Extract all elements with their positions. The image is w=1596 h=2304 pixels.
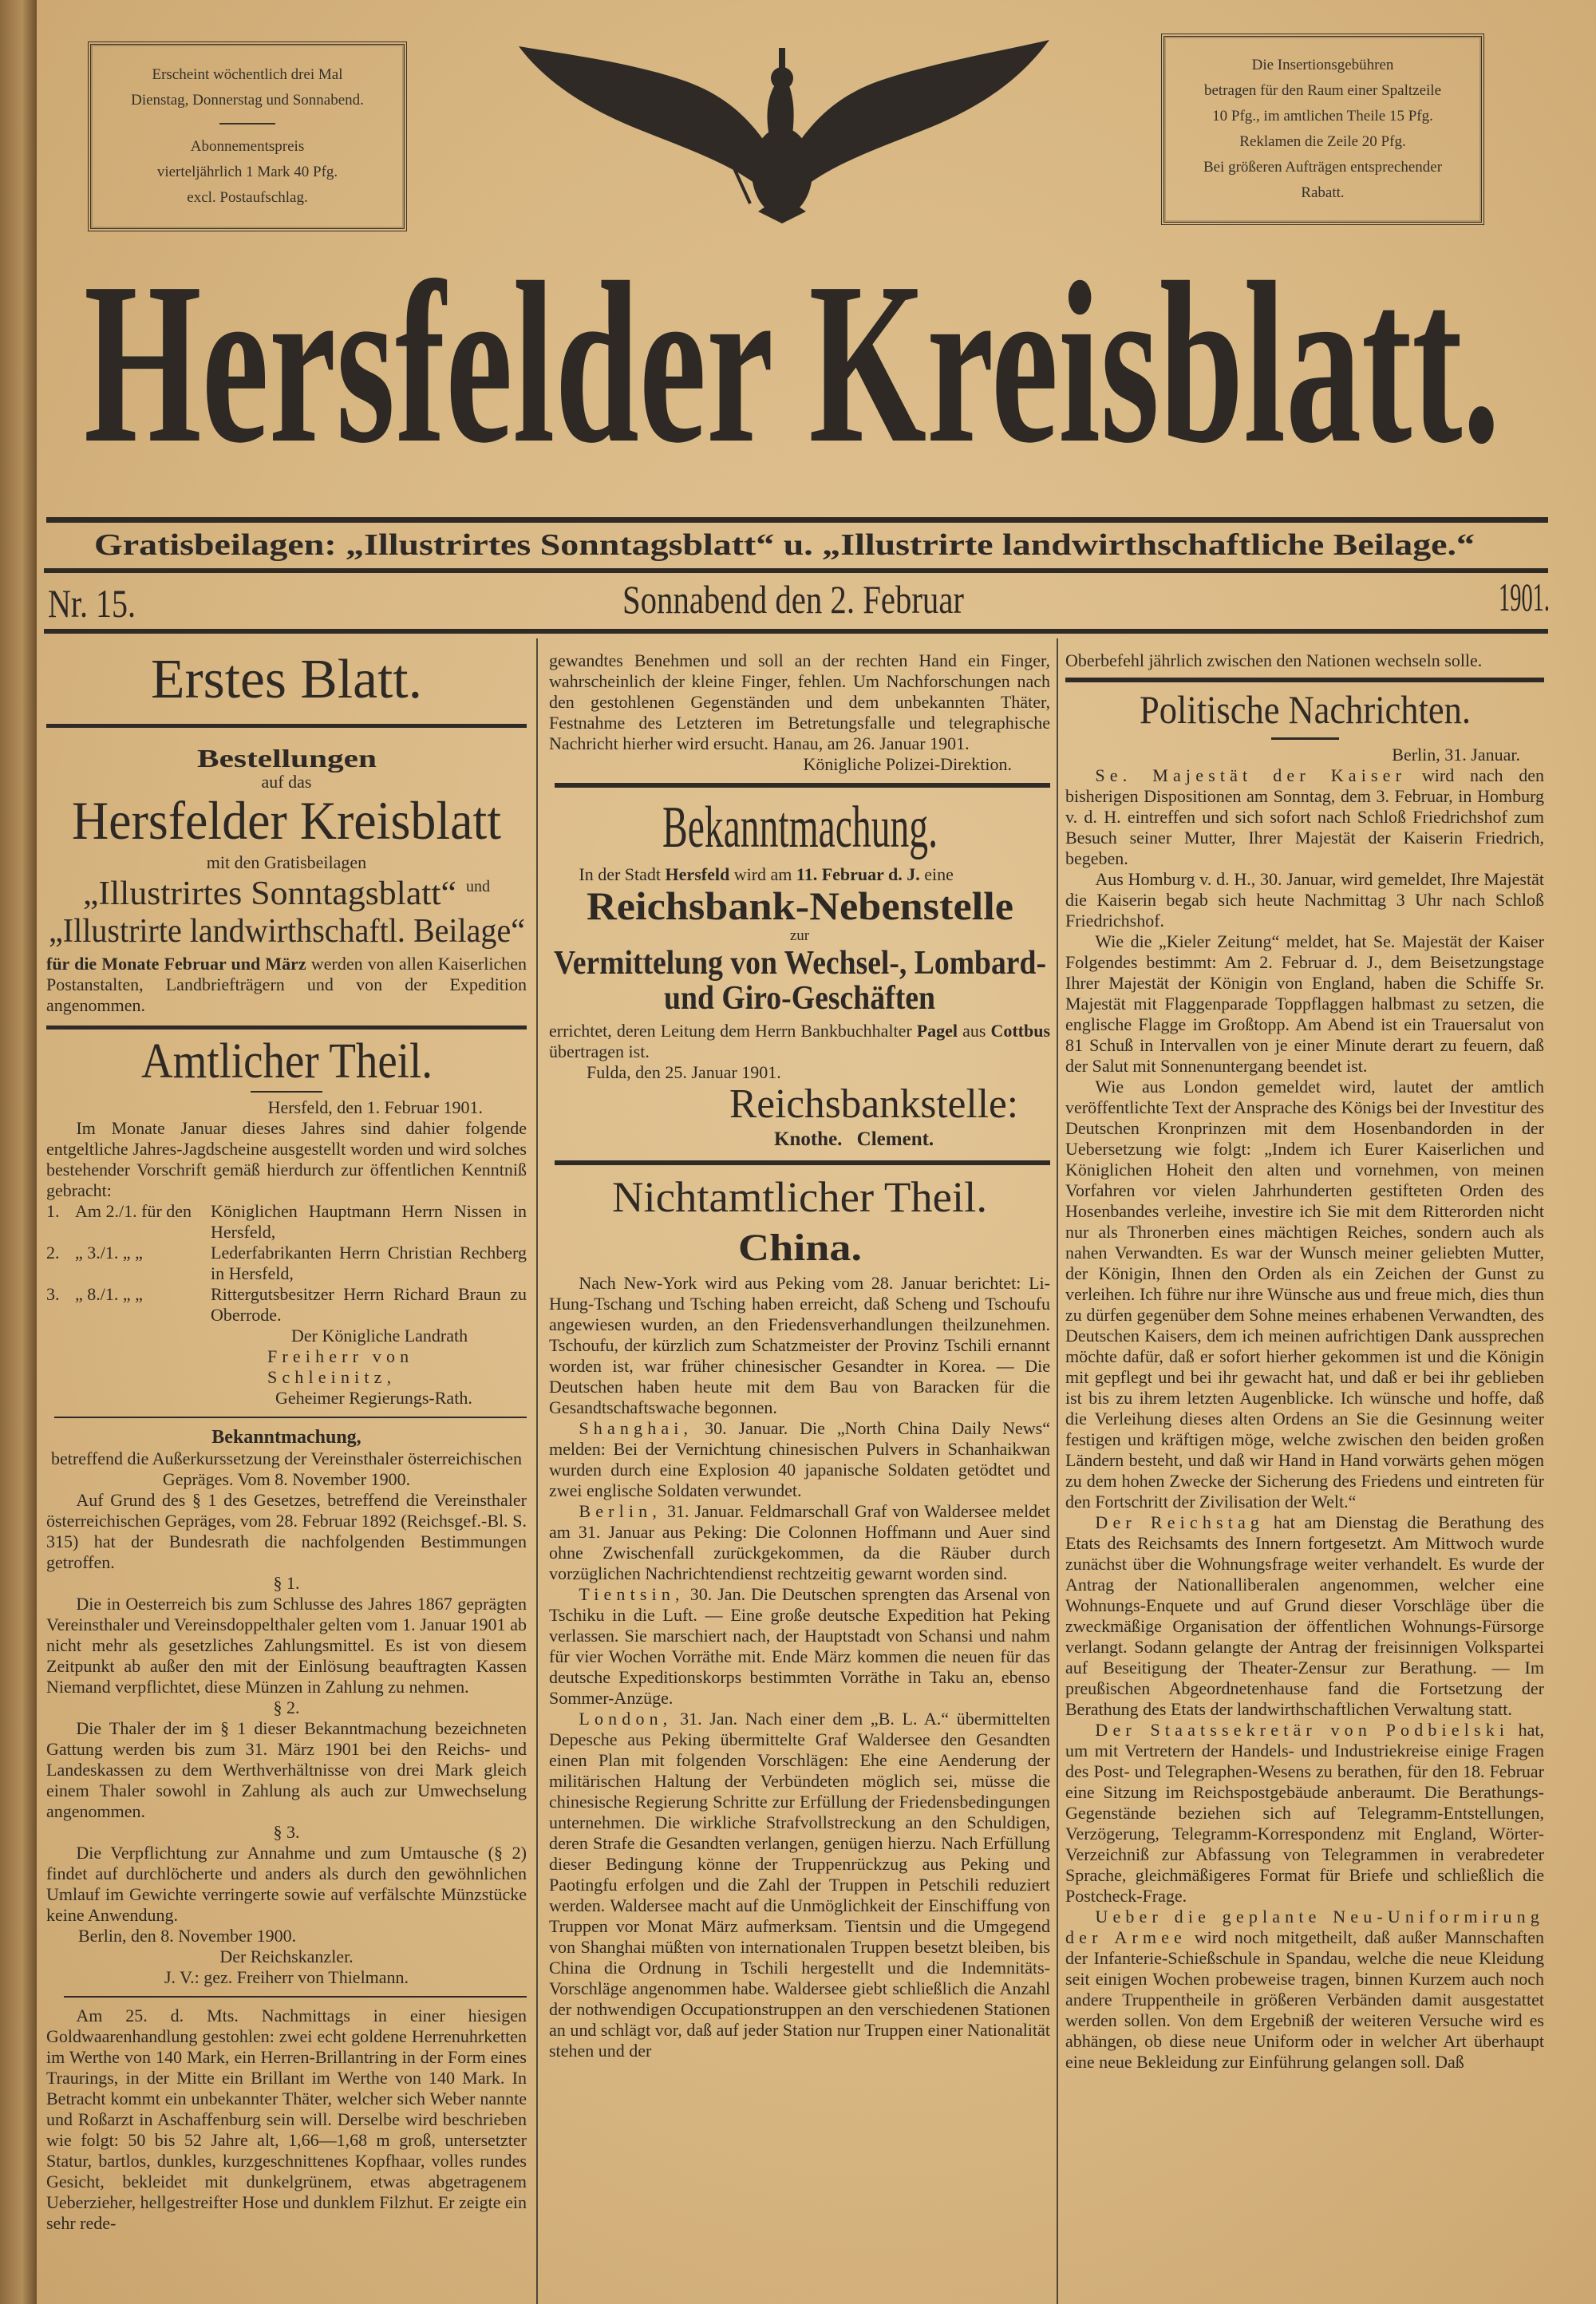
section-heading-amtlicher-theil: Amtlicher Theil. bbox=[140, 1033, 433, 1089]
price-value: vierteljährlich 1 Mark 40 Pfg. bbox=[156, 164, 338, 180]
advertising-rates-box bbox=[1161, 34, 1484, 225]
article-paragraph: Aus Homburg v. d. H., 30. Januar, wird gemeldet, Ihre Majestät die Kaiserin begab sich heute Nachmittag 3 Uhr nach Schloß Friedrichshof. bbox=[1065, 868, 1544, 931]
rule bbox=[64, 1996, 527, 1998]
notice-title: Bekanntmachung, bbox=[211, 1426, 361, 1448]
list-item bbox=[46, 1201, 527, 1243]
section-heading-politische-nachrichten: Politische Nachrichten. bbox=[1139, 687, 1471, 732]
section-number: § 1. bbox=[273, 1572, 300, 1593]
publication-days: Dienstag, Donnerstag und Sonnabend. bbox=[131, 92, 364, 109]
rates-line: betragen für den Raum einer Spaltzeile bbox=[1203, 82, 1441, 99]
publication-schedule: Erscheint wöchentlich drei Mal bbox=[152, 66, 343, 83]
order-heading: Bestellungen bbox=[196, 743, 377, 773]
list-item bbox=[46, 1284, 527, 1326]
ad-purpose: Vermittelung von Wechsel-, Lombard- bbox=[553, 945, 1046, 982]
ad-text: zur bbox=[789, 927, 810, 945]
signature: Geheimer Regierungs-Rath. bbox=[275, 1387, 472, 1408]
article-paragraph: Die Verpflichtung zur Annahme und zum Umtausche (§ 2) findet auf durchlöcherte und anders als durch den gewöhnlichen Umlauf im Gewichte verringerte sowie auf verfälschte Münzstücke keine Anwendung. bbox=[46, 1842, 527, 1925]
rates-line: Rabatt. bbox=[1301, 184, 1345, 201]
divider bbox=[219, 123, 275, 124]
rule bbox=[251, 1091, 322, 1093]
article-paragraph: Wie aus London gemeldet wird, lautet der amtlich veröffentlichte Text der Ansprache des Königs bei der Investitur des Deutschen Kronprinzen mit dem Hosenbandorden in der Uebersetzung wie folgt: „Indem ich Eurer Kaiserlichen und Königlichen Hoheit den alten und vornehmen, von meinen Vorfahren vor vielen Jahrhunderten gestifteten Orden des Hosenbandes verleihe, investire ich Sie mit dem Ritterorden nicht nur als Thronerben eines mächtigen Reiches, sondern auch als nahen Verwandten. Es war der Wunsch meiner geliebten Mutter, der Königin, Ihnen den Orden als ein Zeichen der Gunst zu verleihen. Ich führe nur ihre Wünsche aus und freue mich, dies thun zu dürfen gegenüber dem Sohne meines erhabenen Verwandten, des Deutschen Kaisers, dem ich meinen aufrichtigen Dank aussprechen möchte dafür, daß er sofort hierher gekommen ist und die Königin mit gepflegt und bei ihr gewacht hat, und daß er bei ihr geblieben ist bis zu ihrem letzten Augenblicke. Ich wünsche und hoffe, daß die Verleihung dieses alten Ordens an Sie die Gesinnung weiter festigen und kräftigen möge, welche zwischen den beiden großen Ländern besteht, und daß wir Hand in Hand vorwärts gehen mögen zu dem hohen Zwecke der Sicherung des Friedens und eintreten für den Fortschritt der Zivilisation der Welt.“ bbox=[1065, 1076, 1544, 1512]
article-paragraph: Oberbefehl jährlich zwischen den Nationen wechseln solle. bbox=[1065, 650, 1483, 670]
supplements-line: Gratisbeilagen: „Illustrirtes Sonntagsblatt“ u. „Illustrirte landwirthschaftliche Beilage.“ bbox=[94, 528, 1475, 562]
article-paragraph: Shanghai, 30. Januar. Die „North China Daily News“ melden: Bei der Vernichtung chinesischen Pulvers in Schanhaikwan wurden durch eine Explosion 40 japanische Soldaten getödtet und zwei englische Soldaten verwundet. bbox=[549, 1418, 1050, 1501]
item-name: Rittergutsbesitzer Herrn Richard Braun zu Oberrode. bbox=[211, 1283, 527, 1325]
article-paragraph: Auf Grund des § 1 des Gesetzes, betreffend die Vereinsthaler österreichischen Gepräges, vom 28. Februar 1892 (Reichsgef.-Bl. S. 315) hat der Bundesrath die nachfolgenden Bestimmungen getroffen. bbox=[46, 1489, 527, 1572]
section-number: § 2. bbox=[273, 1697, 300, 1717]
rates-line: Bei größeren Aufträgen entsprechender bbox=[1203, 159, 1443, 176]
price-note: excl. Postaufschlag. bbox=[187, 189, 308, 206]
article-paragraph: Der Reichstag hat am Dienstag die Berathung des Etats des Reichsamts des Innern fortgesetzt. Am Mittwoch wurde zunächst über die Wohnungsfrage weiter verhandelt. Es wurde der Antrag der Nationalliberalen angenommen, welcher eine Wohnungs-Enquete und auf Grund dieser Vorschläge über die zweckmäßige Organisation der öffentlichen Wohnungs-Fürsorge verlangt. Sodann gelangte der Antrag der freisinnigen Volkspartei auf Beseitigung der Theater-Zensur zur Berathung. — Im preußischen Abgeordnetenhause fand die Fortsetzung der Berathung des Etats der landwirthschaftlichen Verwaltung statt. bbox=[1065, 1512, 1544, 1719]
rule bbox=[555, 1160, 1050, 1165]
rule bbox=[44, 568, 1548, 573]
order-details: für die Monate Februar und März werden von allen Kaiserlichen Postanstalten, Landbriefträgern und von der Expedition angenommen. bbox=[46, 953, 527, 1015]
ad-office: Reichsbankstelle: bbox=[729, 1081, 1018, 1128]
article-paragraph: London, 31. Jan. Nach einer dem „B. L. A.“ übermittelten Depesche aus Peking übermittelte Graf Waldersee den Gesandten einen Plan mit folgenden Vorschlägen: Ehe eine Aenderung der militärischen Haltung der Verbündeten möglich sei, müsse die chinesische Regierung Schritte zur Erfüllung der Friedensbedingungen unternehmen. Die wirkliche Strafvollstreckung an den Schuldigen, deren Strafe die Gesandten verlangen, genügen hierzu. Nach Erfüllung dieser Bedingung könne der Truppenrückzug aus Peking und Paotingfu erfolgen und die Zahl der Truppen in Petschili reduziert werden. Waldersee macht auf die Unmöglichkeit der Einschiffung von Truppen vor Monat März aufmerksam. Tientsin und die Umgegend von Shanghai müßten von internationalen Truppen besetzt bleiben, bis China die Ordnung in Tschili hergestellt und die Indemnitäts-Vorschläge angenommen habe. Waldersee giebt schließlich die Anzahl der nothwendigen Occupationstruppen an den verschiedenen Stationen an und schlägt vor, daß auf jeder Station nur Truppen einer Nationalität stehen und der bbox=[549, 1709, 1050, 2061]
order-text: auf das bbox=[261, 772, 312, 792]
signature: Der Königliche Landrath bbox=[291, 1325, 468, 1346]
rates-line: 10 Pfg., im amtlichen Theile 15 Pfg. bbox=[1212, 108, 1433, 124]
rule bbox=[44, 629, 1548, 634]
rates-line: Reklamen die Zeile 20 Pfg. bbox=[1239, 133, 1406, 150]
adjacent-page-edge bbox=[0, 0, 37, 2304]
item-date: „ 8./1. „ „ bbox=[75, 1283, 143, 1304]
article-paragraph: Ueber die geplante Neu-Uniformirung der Armee wird noch mitgetheilt, daß außer Mannschaften der Infanterie-Schießschule in Spandau, welche die neue Kleidung seit einigen Wochen probeweise tragen, binnen Kurzem auch noch andere Truppentheile in größeren Verbänden damit ausgestattet werden sollen. Von dem Ergebniß der weiteren Versuche wird es abhängen, ob diese neue Uniform oder in welcher Art überhaupt eine neue Bekleidung zur Einführung gelangen soll. Daß bbox=[1065, 1906, 1544, 2072]
column-divider bbox=[536, 638, 538, 2304]
signature: Freiherr von Schleinitz, bbox=[267, 1346, 414, 1387]
item-name: Lederfabrikanten Herrn Christian Rechberg in Hersfeld, bbox=[211, 1242, 527, 1283]
notice-subtitle: betreffend die Außerkurssetzung der Vereinsthaler österreichischen Gepräges. Vom 8. November 1900. bbox=[51, 1448, 522, 1489]
section-heading-erstes-blatt: Erstes Blatt. bbox=[151, 649, 422, 710]
dateline: Berlin, 31. Januar. bbox=[1392, 744, 1520, 765]
rule bbox=[555, 783, 1050, 788]
issue-number: Nr. 15. bbox=[48, 581, 136, 626]
section-heading-nichtamtlicher-theil: Nichtamtlicher Theil. bbox=[612, 1172, 987, 1221]
article-paragraph: Wie die „Kieler Zeitung“ meldet, hat Se. Majestät der Kaiser Folgendes bestimmt: Am 2. Februar d. J., dem Beisetzungstage Ihrer Majestät der Königin von England, haben die Schiffe Sr. Majestät mit Flaggenparade Toppflaggen halbmast zu setzen, die englische Flagge im Großtopp. Am Abend ist ein Trauersalut von 81 Schuß in Intervallen von je einer Minute derart zu feuern, daß der Salut mit Sonnenuntergang beendet ist. bbox=[1065, 931, 1544, 1076]
rule bbox=[1065, 678, 1544, 682]
article-paragraph: Die in Oesterreich bis zum Schlusse des Jahres 1867 geprägten Vereinsthaler und Vereinsdoppelthaler gelten vom 1. Januar 1901 ab nicht mehr als gesetzliches Zahlungsmittel. Es ist von diesem Zeitpunkt ab außer den mit der Einlösung beauftragten Kassen Niemand verpflichtet, diese Münzen in Zahlung zu nehmen. bbox=[46, 1593, 527, 1697]
order-text: mit den Gratisbeilagen bbox=[206, 852, 367, 873]
article-paragraph: Der Staatssekretär von Podbielski hat, um mit Vertretern der Handels- und Industriekreise einige Fragen des Post- und Telegraphen-Wesens zu berathen, für den 18. Februar eine Sitzung im Reichspostgebäude anberaumt. Die Berathungs-Gegenstände beziehen sich auf Telegramm-Entstellungen, Verzögerung, Telegramm-Korrespondenz mit England, Wörter-Verzeichniß zur Abfassung von Telegrammen in verabredeter Sprache, gleichmäßigeres Format für Briefe und schließlich die Postcheck-Frage. bbox=[1065, 1719, 1544, 1906]
rates-heading: Die Insertionsgebühren bbox=[1251, 57, 1394, 73]
article-paragraph: Am 25. d. Mts. Nachmittags in einer hiesigen Goldwaarenhandlung gestohlen: zwei echt goldene Herrenuhrketten im Werthe von 140 Mark, ein Herren-Brillantring in der Form eines Traurings, in der Mitte ein Brillant im Werthe von 140 Mark. In Betracht kommt ein unbekannter Thäter, welcher sich Weber nannte und Roßarzt in Aschaffenburg sein will. Derselbe wird beschrieben wie folgt: 50 bis 52 Jahre alt, 1,66—1,68 m groß, untersetzter Statur, bartlos, dunkles, kurzgeschnittenes Kopfhaar, volles rundes Gesicht, bekleidet mit dunkelgrünem, etwas abgetragenem Ueberzieher, hellgestreifter Hose und dunklem Filzhut. Er zeigte ein sehr rede- bbox=[46, 2005, 527, 2233]
rule bbox=[54, 1417, 527, 1418]
issue-year: 1901. bbox=[1499, 575, 1550, 619]
supplement-row bbox=[46, 876, 527, 911]
item-date: „ 3./1. „ „ bbox=[75, 1242, 143, 1263]
signature: Der Reichskanzler. bbox=[219, 1946, 354, 1966]
subscription-info-box bbox=[88, 41, 407, 231]
newspaper-title: Hersfelder Kreisblatt. bbox=[84, 235, 1500, 491]
order-text: und bbox=[466, 878, 490, 896]
issue-date: Sonnabend den 2. Februar bbox=[622, 577, 964, 622]
signature: Königliche Polizei-Direktion. bbox=[803, 754, 1012, 774]
dateline: Fulda, den 25. Januar 1901. bbox=[587, 1062, 781, 1083]
hunting-license-list bbox=[46, 1201, 527, 1326]
order-paper-name: Hersfelder Kreisblatt bbox=[72, 790, 501, 852]
column-3 bbox=[1065, 650, 1544, 2073]
article-heading-china: China. bbox=[737, 1226, 862, 1269]
item-number: 3. bbox=[46, 1283, 60, 1304]
column-1 bbox=[46, 650, 527, 2234]
list-item bbox=[46, 1243, 527, 1284]
article-paragraph: Berlin, 31. Januar. Feldmarschall Graf von Waldersee meldet am 31. Januar aus Peking: Die Colonnen Hoffmann und Auer sind ohne Zwischenfall zurückgekommen, da die Räuber durch vorzüglichen Nachrichtendienst rechtzeitig gewarnt worden sind. bbox=[549, 1501, 1050, 1584]
article-paragraph: Se. Majestät der Kaiser wird nach den bisherigen Dispositionen am Sonntag, dem 3. Februar, in Homburg v. d. H. eintreffen und sich sofort nach Schloß Friedrichshof zum Besuch seiner Mutter, Ihrer Majestät der Kaiserin Friedrich, begeben. bbox=[1065, 765, 1544, 868]
supplement-name: „Illustrirtes Sonntagsblatt“ bbox=[83, 875, 456, 913]
rule bbox=[46, 724, 527, 728]
signature: Knothe. Clement. bbox=[774, 1128, 934, 1150]
item-number: 1. bbox=[46, 1200, 60, 1221]
article-paragraph: Die Thaler der im § 1 dieser Bekanntmachung bezeichneten Gattung werden bis zum 31. März 1901 bei den Reichs- und Landeskassen zu dem Werthverhältnisse von drei Mark gleich einem Thaler sowohl in Zahlung als auch zur Umwechselung angenommen. bbox=[46, 1717, 527, 1821]
rule bbox=[1271, 737, 1339, 740]
article-paragraph: Im Monate Januar dieses Jahres sind dahier folgende entgeltliche Jahres-Jagdscheine ausgestellt worden und wird solches bestehender Vorschrift gemäß hierdurch zur öffentlichen Kenntniß gebracht: bbox=[46, 1117, 527, 1200]
item-date: Am 2./1. für den bbox=[75, 1200, 192, 1221]
column-2 bbox=[549, 650, 1050, 2061]
article-paragraph: Tientsin, 30. Jan. Die Deutschen sprengten das Arsenal von Tschiku in die Luft. — Eine große deutsche Expedition hat Peking verlassen. Sie marschiert nach, der Hauptstadt von Schansi und nahm für vier Wochen Vorräthe mit. Ende März kommen die neuen für das deutsche Expeditionskorps bestimmten Vorräthe in Taku an, ebenso Sommer-Anzüge. bbox=[549, 1584, 1050, 1709]
item-number: 2. bbox=[46, 1242, 60, 1263]
item-name: Königlichen Hauptmann Herrn Nissen in Hersfeld, bbox=[211, 1200, 527, 1242]
price-label: Abonnementspreis bbox=[190, 138, 305, 155]
ad-text: errichtet, deren Leitung dem Herrn Bankbuchhalter Pagel aus Cottbus übertragen ist. bbox=[549, 1021, 1051, 1062]
dateline: Hersfeld, den 1. Februar 1901. bbox=[267, 1097, 483, 1117]
dateline: Berlin, den 8. November 1900. bbox=[78, 1925, 297, 1946]
article-paragraph: gewandtes Benehmen und soll an der rechten Hand ein Finger, wahrscheinlich der kleine Finger, fehlen. Um Nachforschungen nach den gestohlenen Gegenständen und dem unbekannten Thäter, Festnahme des Letzteren im Betretungsfalle und telegraphische Nachricht hierher wird ersucht. Hanau, am 26. Januar 1901. bbox=[549, 650, 1050, 753]
supplement-name: „Illustrirte landwirthschaftl. Beilage“ bbox=[48, 912, 525, 950]
ad-text: In der Stadt Hersfeld wird am 11. Februar d. J. eine bbox=[579, 864, 954, 884]
signature: J. V.: gez. Freiherr von Thielmann. bbox=[164, 1966, 409, 1987]
eagle-icon bbox=[511, 40, 1053, 223]
ad-heading: Bekanntmachung. bbox=[662, 795, 938, 860]
article-paragraph: Nach New-York wird aus Peking vom 28. Januar berichtet: Li-Hung-Tschang und Tsching haben erreicht, daß Scheng und Tschoufu angewiesen wurden, an den Friedensverhandlungen theilzunehmen. Tschoufu, der kürzlich zum Schatzmeister der Provinz Tschili ernannt worden ist, war früher chinesischer Gesandter in Korea. — Die Deutschen haben heute mit dem Bau von Baracken für die Gesandtschaftswache begonnen. bbox=[549, 1273, 1050, 1418]
rule bbox=[46, 517, 1548, 523]
ad-bank-name: Reichsbank-Nebenstelle bbox=[586, 883, 1013, 928]
ad-purpose: und Giro-Geschäften bbox=[664, 980, 935, 1018]
section-number: § 3. bbox=[273, 1821, 300, 1842]
column-divider bbox=[1057, 638, 1058, 2304]
rule bbox=[46, 1026, 527, 1029]
